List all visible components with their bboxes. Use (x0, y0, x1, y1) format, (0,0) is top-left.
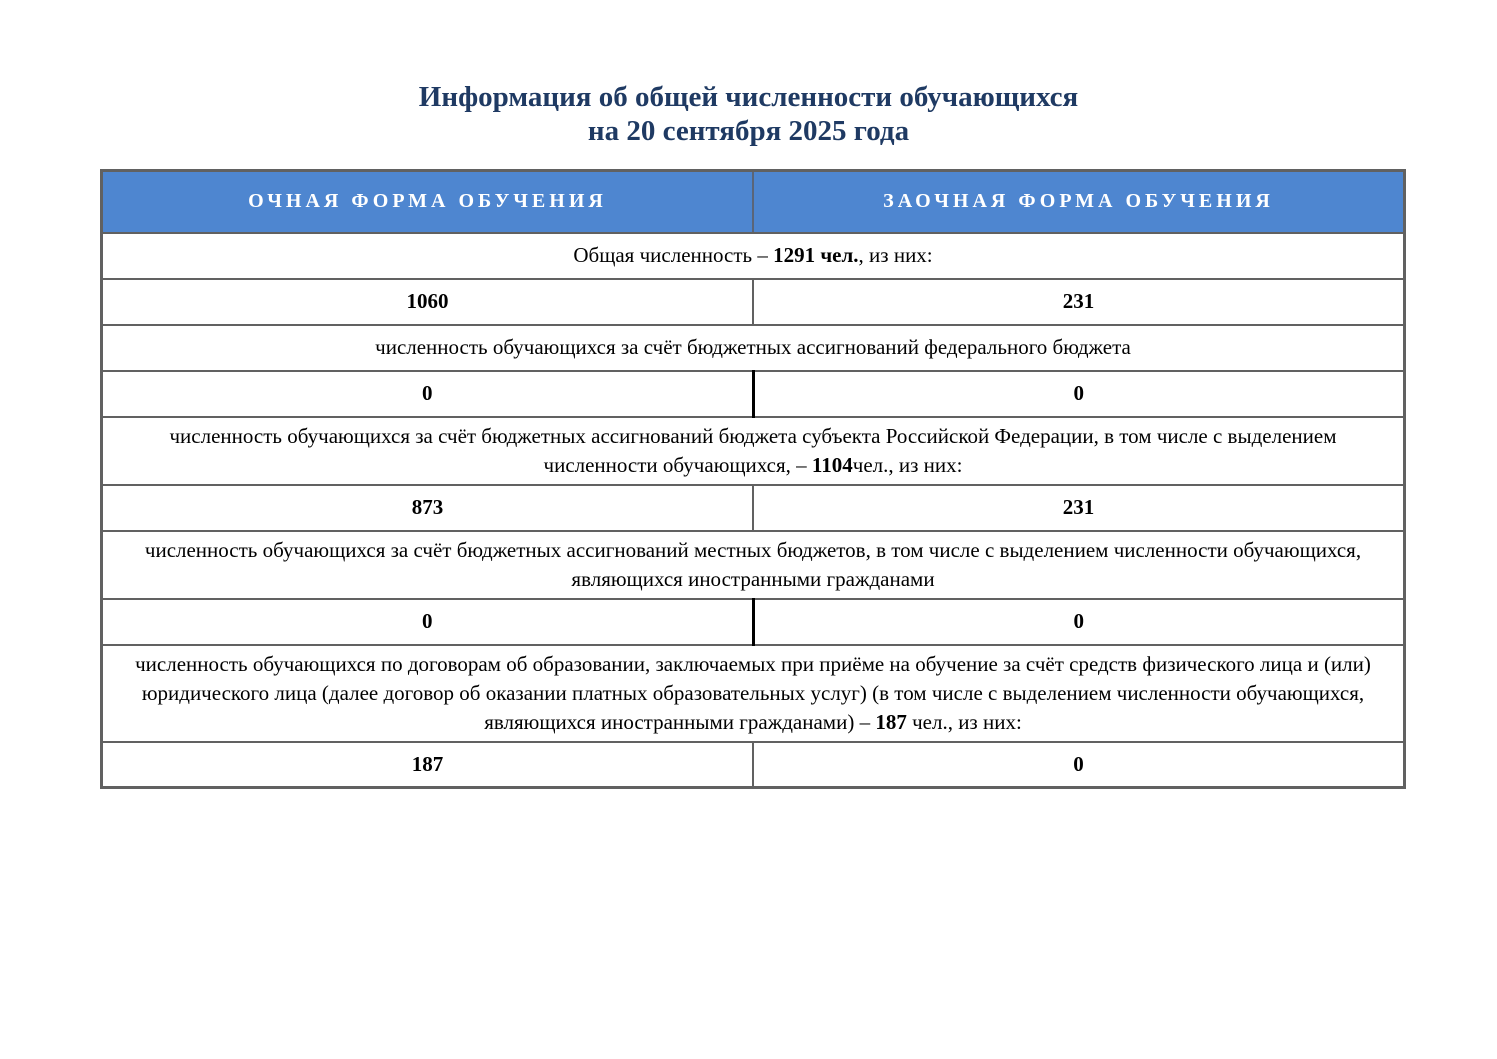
value-cell-correspondence-local: 0 (753, 599, 1405, 645)
label-text: , из них: (858, 243, 933, 267)
value-cell-full-time-regional: 873 (102, 485, 754, 531)
label-text: численность обучающихся за счёт бюджетных ассигнований местных бюджетов, в том числе с выделением численности обучающихся, являющихся иностранными гражданами (144, 537, 1362, 591)
table-row-federal-label (102, 325, 1405, 371)
enrollment-table (100, 169, 1406, 789)
title-line-2: на 20 сентября 2025 года (587, 115, 910, 147)
table-row-regional-values (102, 485, 1405, 531)
label-strong: 187 (875, 709, 907, 734)
label-text: чел., из них: (906, 709, 1022, 734)
value-cell-correspondence-contracts: 0 (753, 742, 1405, 788)
value-cell-correspondence-regional: 231 (753, 485, 1405, 531)
table-row-local-values (102, 599, 1405, 645)
table-row-total-label (102, 233, 1405, 279)
label-text: чел., из них: (852, 452, 963, 477)
table-row-contract-values (102, 742, 1405, 788)
label-strong: 1104 (811, 452, 853, 477)
label-text: численность обучающихся по договорам об образовании, заключаемых при приёме на обучение за счёт средств физического лица и (или) юридического лица (далее договор об оказании платных образовательных услуг) (в том числе с выделением численности обучающихся, являющихся иностранными гражданами) – (135, 651, 1371, 734)
label-cell-federal-budget (102, 325, 1405, 371)
table-row-federal-values (102, 371, 1405, 417)
value-cell-correspondence-total: 231 (753, 279, 1405, 325)
title-line-1: Информация об общей численности обучающихся (418, 81, 1079, 113)
label-cell-total (102, 233, 1405, 279)
table-row-regional-label (102, 417, 1405, 485)
document-title (0, 0, 1497, 148)
value-cell-full-time-federal: 0 (102, 371, 754, 417)
label-text: численность обучающихся за счёт бюджетных ассигнований бюджета субъекта Российской Федерации, в том числе с выделением численности обучающихся, – (169, 423, 1337, 477)
label-strong: 1291 чел. (773, 243, 859, 267)
table-row-local-label (102, 531, 1405, 599)
label-cell-regional-budget (102, 417, 1405, 485)
header-cell-correspondence: ЗАОЧНАЯ ФОРМА ОБУЧЕНИЯ (753, 171, 1405, 233)
value-cell-full-time-total: 1060 (102, 279, 754, 325)
label-text: численность обучающихся за счёт бюджетных ассигнований федерального бюджета (375, 335, 1131, 359)
value-cell-full-time-local: 0 (102, 599, 754, 645)
label-cell-paid-contracts (102, 645, 1405, 742)
label-text: Общая численность – (573, 243, 774, 267)
table-row-total-values (102, 279, 1405, 325)
table-header-row (102, 171, 1405, 233)
label-cell-local-budget (102, 531, 1405, 599)
value-cell-full-time-contracts: 187 (102, 742, 754, 788)
header-cell-full-time: ОЧНАЯ ФОРМА ОБУЧЕНИЯ (102, 171, 754, 233)
value-cell-correspondence-federal: 0 (753, 371, 1405, 417)
table-row-contract-label (102, 645, 1405, 742)
